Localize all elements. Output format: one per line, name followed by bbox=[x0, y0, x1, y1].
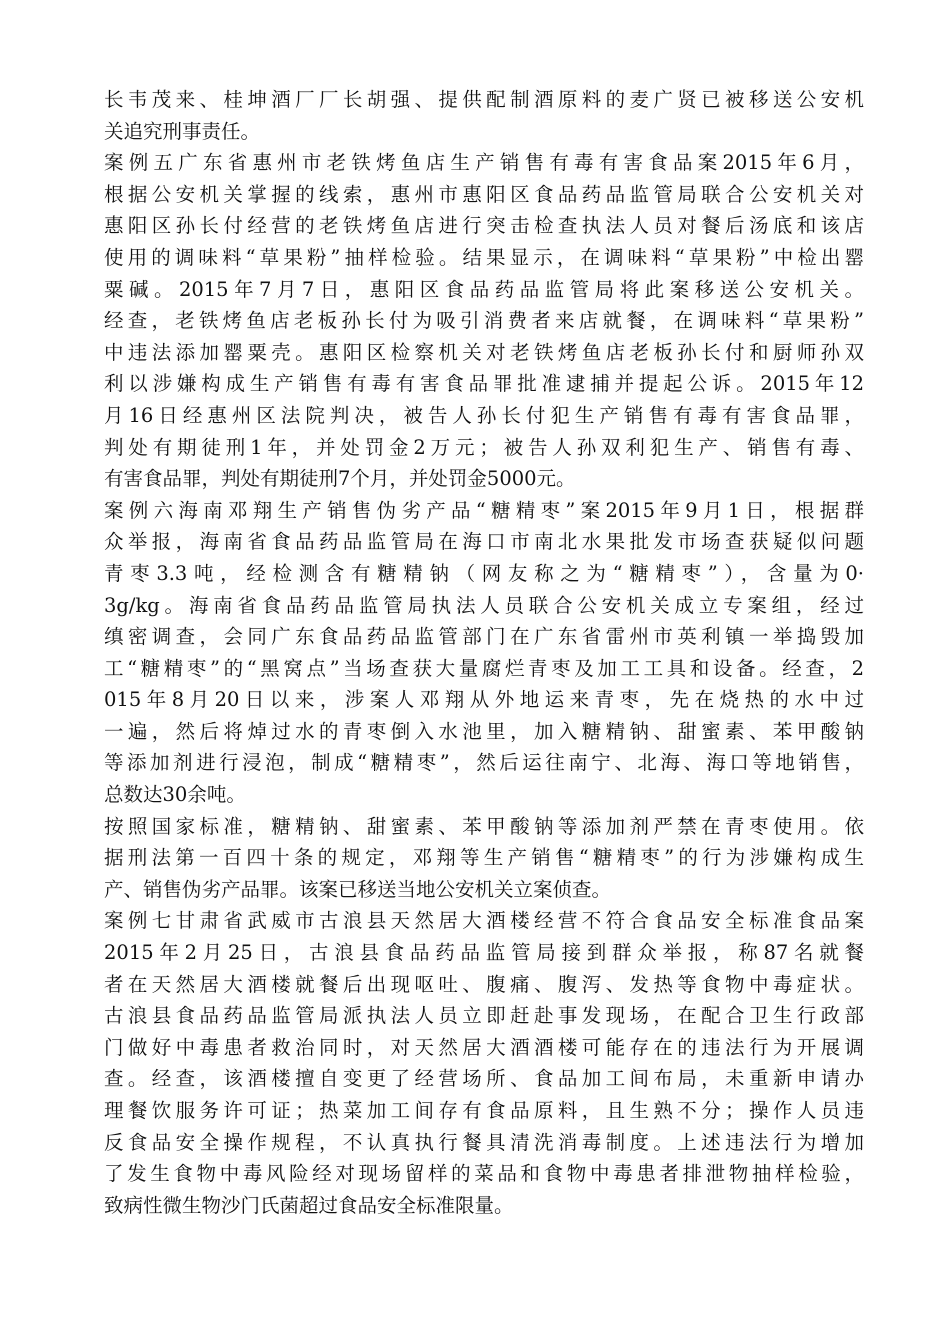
text-line: 总数达30余吨。 bbox=[104, 783, 246, 807]
text-line: 产、销售伪劣产品罪。该案已移送当地公安机关立案侦查。 bbox=[104, 877, 612, 901]
text-line: 一遍，然后将焯过水的青枣倒入水池里，加入糖精钠、甜蜜素、苯甲酸钠 bbox=[104, 719, 864, 743]
text-line: 惠阳区孙长付经营的老铁烤鱼店进行突击检查执法人员对餐后汤底和该店 bbox=[104, 214, 864, 238]
text-line: 月16日经惠州区法院判决，被告人孙长付犯生产销售有毒有害食品罪， bbox=[104, 403, 864, 427]
text-line: 者在天然居大酒楼就餐后出现呕吐、腹痛、腹泻、发热等食物中毒症状。 bbox=[104, 972, 864, 996]
text-line: 3g/kg。海南省食品药品监管局执法人员联合公安机关成立专案组，经过 bbox=[104, 593, 864, 617]
text-line: 案例六海南邓翔生产销售伪劣产品“糖精枣”案2015年9月1日，根据群 bbox=[104, 498, 864, 522]
text-line: 案例七甘肃省武威市古浪县天然居大酒楼经营不符合食品安全标准食品案 bbox=[104, 909, 864, 933]
text-line: 查。经查，该酒楼擅自变更了经营场所、食品加工间布局，未重新申请办 bbox=[104, 1067, 864, 1091]
text-line: 门做好中毒患者救治同时，对天然居大酒酒楼可能存在的违法行为开展调 bbox=[104, 1035, 864, 1059]
text-line: 案例五广东省惠州市老铁烤鱼店生产销售有毒有害食品案2015年6月， bbox=[104, 151, 864, 175]
text-line: 众举报，海南省食品药品监管局在海口市南北水果批发市场查获疑似问题 bbox=[104, 530, 864, 554]
text-line: 按照国家标准，糖精钠、甜蜜素、苯甲酸钠等添加剂严禁在青枣使用。依 bbox=[104, 814, 864, 838]
text-line: 等添加剂进行浸泡，制成“糖精枣”，然后运往南宁、北海、海口等地销售， bbox=[104, 751, 864, 775]
document-body bbox=[104, 84, 864, 1221]
text-line: 长韦茂来、桂坤酒厂厂长胡强、提供配制酒原料的麦广贤已被移送公安机 bbox=[104, 88, 864, 111]
text-line: 据刑法第一百四十条的规定，邓翔等生产销售“糖精枣”的行为涉嫌构成生 bbox=[104, 846, 864, 870]
text-line: 粟碱。2015年7月7日，惠阳区食品药品监管局将此案移送公安机关。 bbox=[104, 277, 864, 301]
text-line: 古浪县食品药品监管局派执法人员立即赶赴事发现场，在配合卫生行政部 bbox=[104, 1004, 864, 1028]
text-line: 理餐饮服务许可证；热菜加工间存有食品原料，且生熟不分；操作人员违 bbox=[104, 1099, 864, 1122]
text-line: 了发生食物中毒风险经对现场留样的菜品和食物中毒患者排泄物抽样检验， bbox=[104, 1162, 864, 1186]
text-line: 青枣3.3吨，经检测含有糖精钠（网友称之为“糖精枣”），含量为0· bbox=[104, 561, 864, 585]
text-line: 关追究刑事责任。 bbox=[104, 119, 261, 143]
text-line: 工“糖精枣”的“黑窝点”当场查获大量腐烂青枣及加工工具和设备。经查，2 bbox=[104, 656, 864, 680]
text-line: 致病性微生物沙门氏菌超过食品安全标准限量。 bbox=[104, 1193, 514, 1217]
text-line: 中违法添加罂粟壳。惠阳区检察机关对老铁烤鱼店老板孙长付和厨师孙双 bbox=[104, 340, 864, 364]
text-line: 015年8月20日以来，涉案人邓翔从外地运来青枣，先在烧热的水中过 bbox=[104, 688, 864, 712]
text-line: 缜密调查，会同广东食品药品监管部门在广东省雷州市英利镇一举捣毁加 bbox=[104, 625, 864, 649]
text-line: 利以涉嫌构成生产销售有毒有害食品罪批准逮捕并提起公诉。2015年12 bbox=[104, 372, 864, 396]
text-line: 根据公安机关掌握的线索，惠州市惠阳区食品药品监管局联合公安机关对 bbox=[104, 182, 864, 206]
text-line: 使用的调味料“草果粉”抽样检验。结果显示，在调味料“草果粉”中检出罂 bbox=[104, 245, 864, 269]
text-line: 经查，老铁烤鱼店老板孙长付为吸引消费者来店就餐，在调味料“草果粉” bbox=[104, 309, 864, 333]
text-line: 有害食品罪，判处有期徒刑7个月，并处罚金5000元。 bbox=[104, 467, 576, 491]
text-line: 2015年2月25日，古浪县食品药品监管局接到群众举报，称87名就餐 bbox=[104, 941, 864, 965]
text-line: 判处有期徒刑1年，并处罚金2万元；被告人孙双利犯生产、销售有毒、 bbox=[104, 435, 864, 459]
text-line: 反食品安全操作规程，不认真执行餐具清洗消毒制度。上述违法行为增加 bbox=[104, 1130, 864, 1154]
